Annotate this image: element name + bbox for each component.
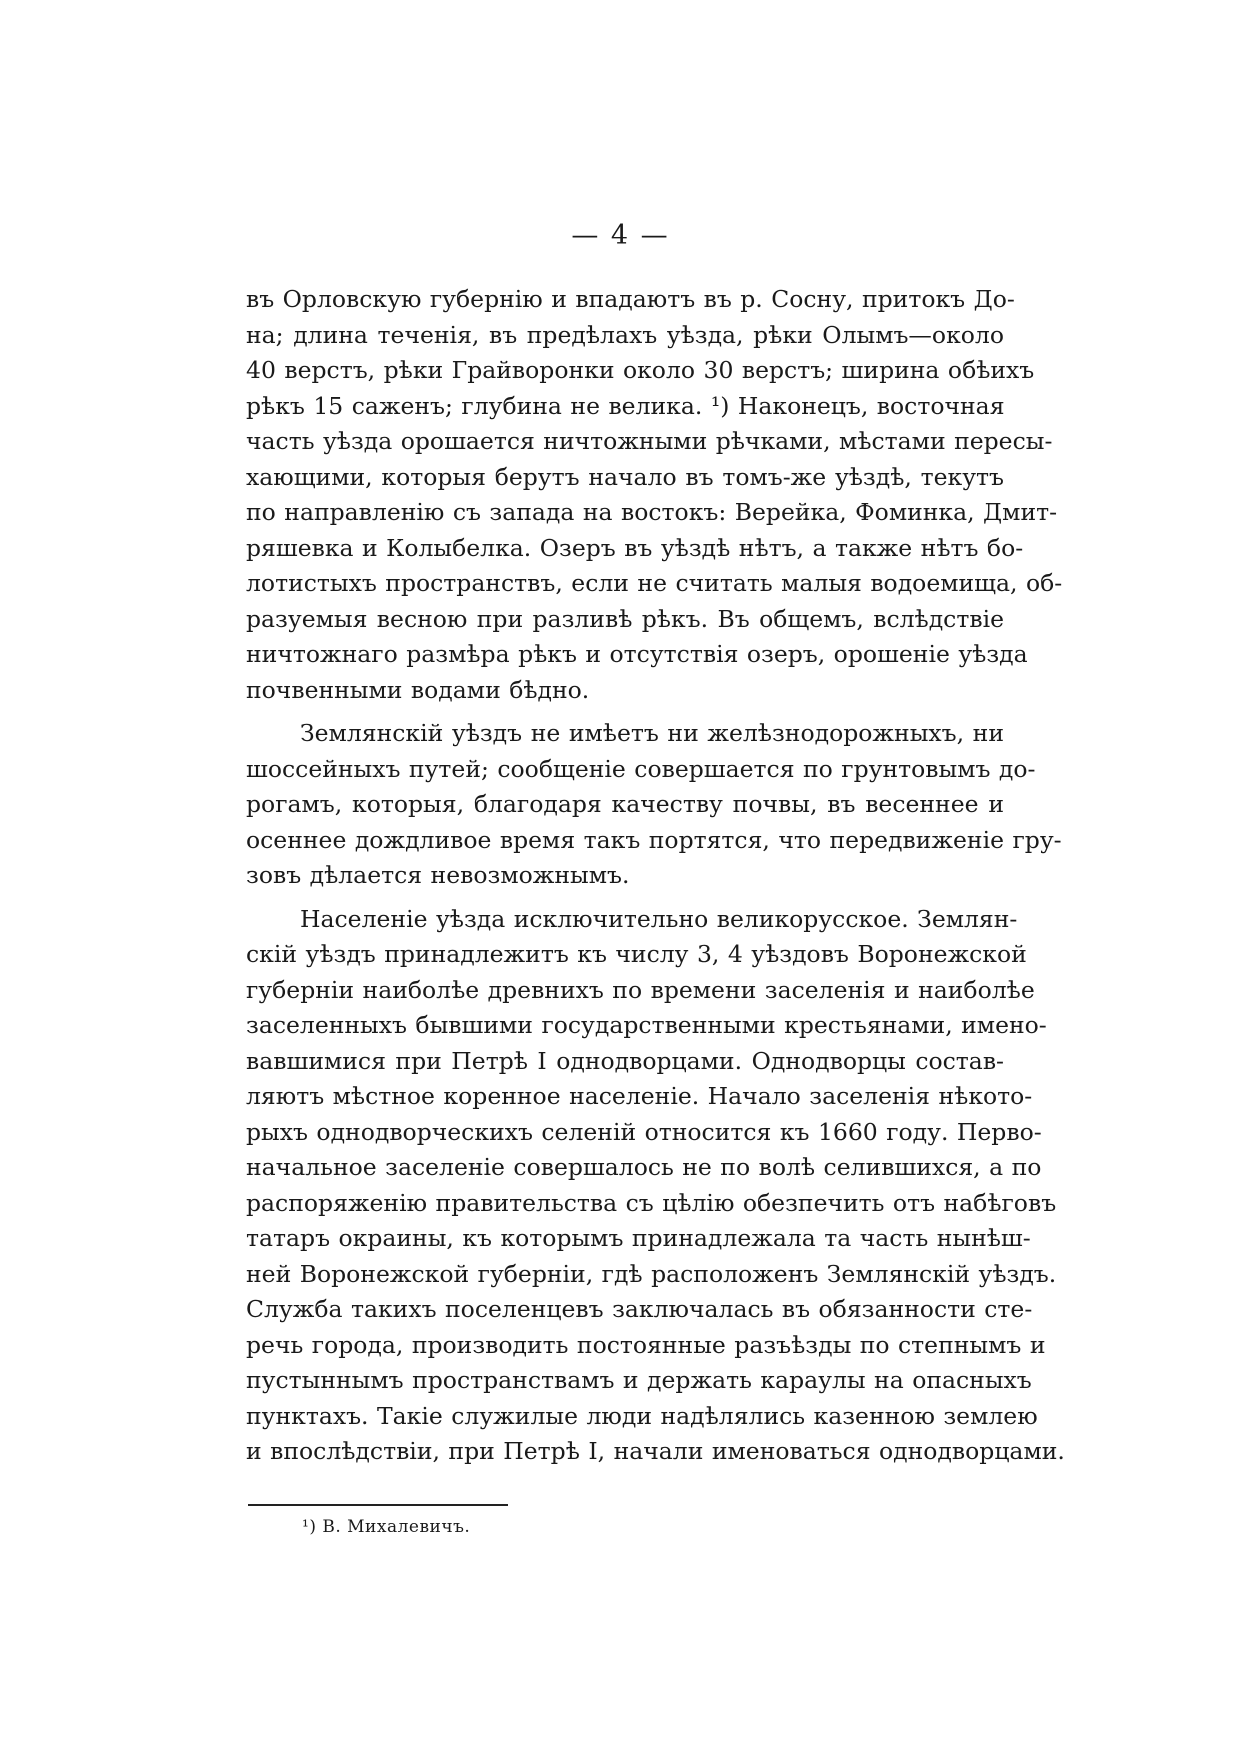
text-line: хающими, которыя берутъ начало въ томъ-же уѣздѣ, текутъ <box>246 462 1004 491</box>
text-line: разуемыя весною при разливѣ рѣкъ. Въ общемъ, вслѣдствіе <box>246 604 1004 633</box>
text-line: рѣкъ 15 саженъ; глубина не велика. ¹) Наконецъ, восточная <box>246 391 1005 420</box>
text-line: 40 верстъ, рѣки Грайворонки около 30 верстъ; ширина обѣихъ <box>246 356 1035 384</box>
text-line: рыхъ однодворческихъ селеній относится къ 1660 году. Перво- <box>246 1117 1042 1146</box>
footnote-rule <box>248 1504 508 1506</box>
text-line: Землянскій уѣздъ не имѣетъ ни желѣзнодорожныхъ, ни <box>300 719 1004 747</box>
text-line: осеннее дождливое время такъ портятся, что передвиженіе гру- <box>246 825 1062 854</box>
text-line: почвенными водами бѣдно. <box>246 675 590 704</box>
text-line: Служба такихъ поселенцевъ заключалась въ обязанности сте- <box>246 1295 1033 1323</box>
text-line: и впослѣдствіи, при Петрѣ I, начали именоваться однодворцами. <box>246 1437 1065 1465</box>
text-line: начальное заселеніе совершалось не по волѣ селившихся, а по <box>246 1153 1042 1181</box>
text-line: часть уѣзда орошается ничтожными рѣчками, мѣстами пересы- <box>246 427 1053 455</box>
text-line: ничтожнаго размѣра рѣкъ и отсутствія озеръ, орошеніе уѣзда <box>246 640 1028 668</box>
text-line: скій уѣздъ принадлежитъ къ числу 3, 4 уѣздовъ Воронежской <box>246 940 1027 968</box>
page-number: — 4 — <box>571 220 670 251</box>
text-line: заселенныхъ бывшими государственными крестьянами, имено- <box>246 1011 1047 1039</box>
body-text <box>246 282 1065 1470</box>
text-line: татаръ окраины, къ которымъ принадлежала та часть нынѣш- <box>246 1224 1031 1252</box>
text-line: ляютъ мѣстное коренное населеніе. Начало заселенія нѣкото- <box>246 1082 1033 1110</box>
text-line: зовъ дѣлается невозможнымъ. <box>246 861 630 889</box>
text-line: шоссейныхъ путей; сообщеніе совершается по грунтовымъ до- <box>246 754 1036 783</box>
paragraph-3 <box>246 902 1065 1470</box>
text-line: ней Воронежской губерніи, гдѣ расположенъ Землянскій уѣздъ. <box>246 1259 1057 1288</box>
paragraph-1 <box>246 282 1063 708</box>
text-line: речь города, производить постоянные разъѣзды по степнымъ и <box>246 1330 1046 1359</box>
text-line: на; длина теченія, въ предѣлахъ уѣзда, рѣки Олымъ—около <box>246 320 1004 349</box>
text-line: губерніи наиболѣе древнихъ по времени заселенія и наиболѣе <box>246 975 1035 1004</box>
paragraph-2 <box>246 716 1062 894</box>
footnote: ¹) В. Михалевичъ. <box>302 1517 471 1537</box>
text-line: ряшевка и Колыбелка. Озеръ въ уѣздѣ нѣтъ, а также нѣтъ бо- <box>246 533 1024 562</box>
text-line: распоряженію правительства съ цѣлію обезпечить отъ набѣговъ <box>246 1188 1057 1217</box>
text-line: вавшимися при Петрѣ I однодворцами. Однодворцы состав- <box>246 1046 1004 1075</box>
text-line: въ Орловскую губернію и впадаютъ въ р. Сосну, притокъ До- <box>246 285 1015 313</box>
text-line: рогамъ, которыя, благодаря качеству почвы, въ весеннее и <box>246 790 1004 818</box>
text-line: лотистыхъ пространствъ, если не считать малыя водоемища, об- <box>246 569 1063 597</box>
text-line: пунктахъ. Такіе служилые люди надѣлялись казенною землею <box>246 1401 1038 1430</box>
text-line: по направленію съ запада на востокъ: Верейка, Фоминка, Дмит- <box>246 498 1058 526</box>
text-line: Населеніе уѣзда исключительно великорусское. Землян- <box>300 904 1018 933</box>
text-line: пустыннымъ пространствамъ и держать караулы на опасныхъ <box>246 1366 1032 1394</box>
